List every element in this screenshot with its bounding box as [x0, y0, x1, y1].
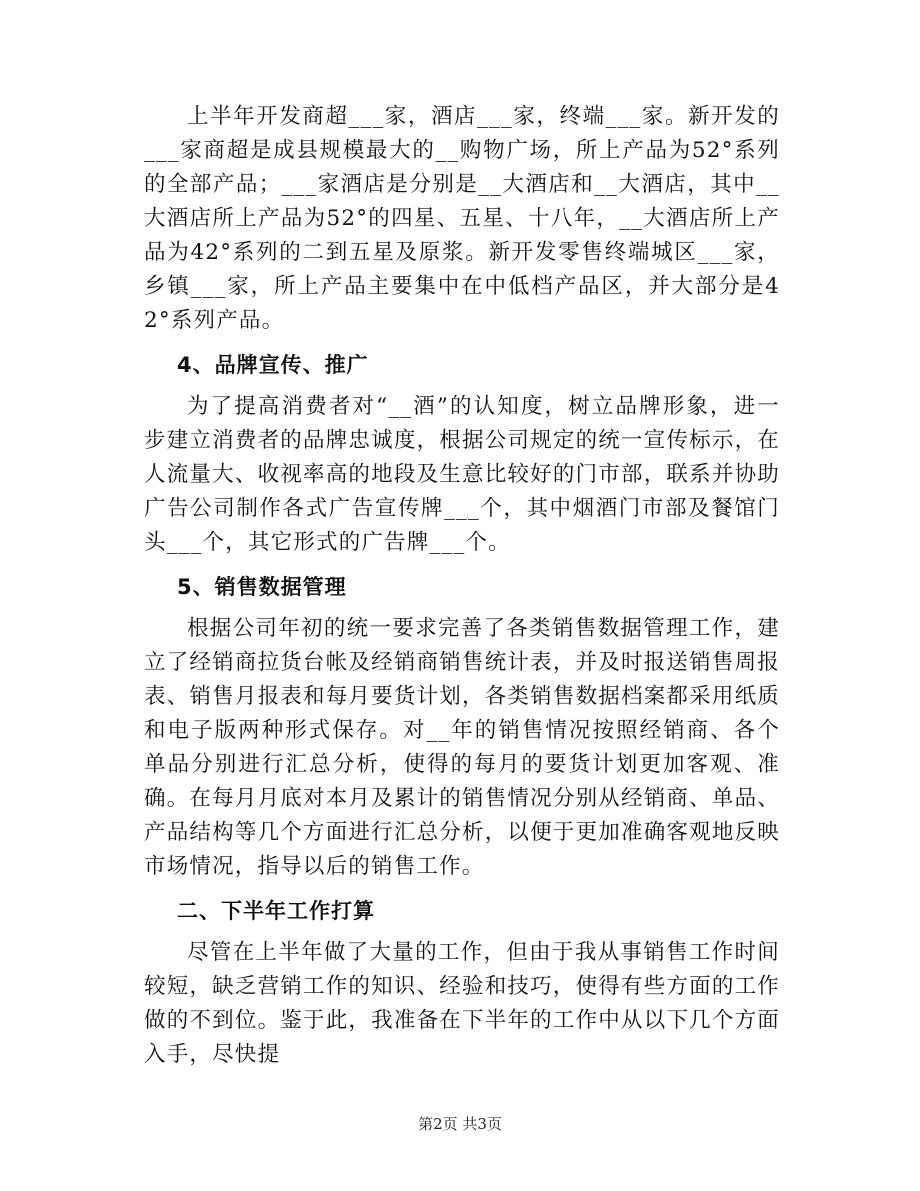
paragraph-development: 上半年开发商超___家，酒店___家，终端___家。新开发的___家商超是成县规模最大的__购物广场，所上产品为52°系列的全部产品；___家酒店是分别是__大酒店和__大酒店，其中__大酒店所上产品为52°的四星、五星、十八年，__大酒店所上产品为42°系列的二到五星及原浆。新开发零售终端城区___家，乡镇___家，所上产品主要集中在中低档产品区，并大部分是42°系列产品。 — [144, 104, 780, 333]
heading-second-half-plan: 二、下半年工作打算 — [177, 899, 375, 923]
heading-brand-promotion: 4、品牌宣传、推广 — [177, 353, 369, 377]
paragraph-brand-promotion: 为了提高消费者对“__酒”的认知度，树立品牌形象，进一步建立消费者的品牌忠诚度，根据公司规定的统一宣传标示，在人流量大、收视率高的地段及生意比较好的门市部，联系并协助广告公司制作各式广告宣传牌___个，其中烟酒门市部及餐馆门头___个，其它形式的广告牌___个。 — [144, 394, 780, 555]
paragraph-sales-data: 根据公司年初的统一要求完善了各类销售数据管理工作，建立了经销商拉货台帐及经销商销售统计表，并及时报送销售周报表、销售月报表和每月要货计划，各类销售数据档案都采用纸质和电子版两种形式保存。对__年的销售情况按照经销商、各个单品分别进行汇总分析，使得的每月的要货计划更加客观、准确。在每月月底对本月及累计的销售情况分别从经销商、单品、产品结构等几个方面进行汇总分析，以便于更加准确客观地反映市场情况，指导以后的销售工作。 — [144, 616, 780, 879]
document-body — [144, 100, 780, 1072]
heading-sales-data: 5、销售数据管理 — [177, 575, 347, 599]
paragraph-second-half-plan: 尽管在上半年做了大量的工作，但由于我从事销售工作时间较短，缺乏营销工作的知识、经验和技巧，使得有些方面的工作做的不到位。鉴于此，我准备在下半年的工作中从以下几个方面入手，尽快提 — [144, 940, 780, 1067]
page-number: 第2页 共3页 — [418, 1115, 502, 1133]
